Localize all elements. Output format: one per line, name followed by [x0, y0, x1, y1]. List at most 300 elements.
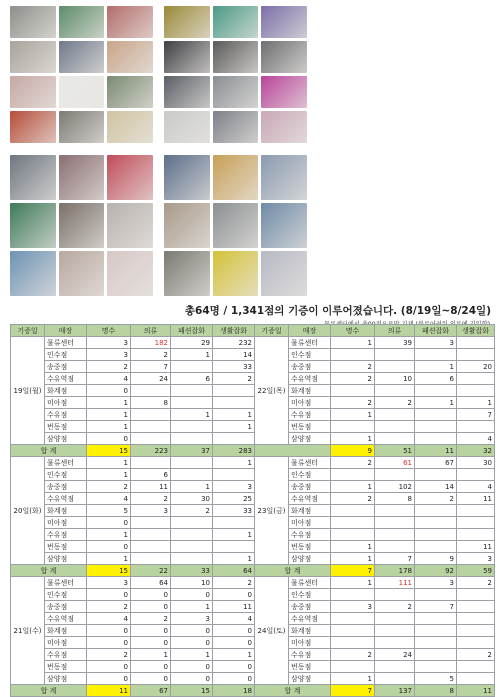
- value-cell: 2: [131, 493, 171, 505]
- value-cell: [457, 589, 495, 601]
- table-row: [11, 349, 495, 361]
- total-value-cell: 11: [457, 685, 495, 697]
- table-row: [11, 481, 495, 493]
- value-cell: 232: [213, 337, 255, 349]
- store-cell: 미아점: [45, 517, 87, 529]
- table-row: [11, 469, 495, 481]
- value-cell: [213, 469, 255, 481]
- header-cell: 의류: [131, 325, 171, 337]
- store-cell: 수유역점: [289, 373, 331, 385]
- store-cell: 수유점: [289, 409, 331, 421]
- value-cell: [375, 433, 415, 445]
- value-cell: 2: [331, 397, 375, 409]
- store-cell: 화계점: [45, 505, 87, 517]
- total-value-cell: 32: [457, 445, 495, 457]
- value-cell: [213, 541, 255, 553]
- value-cell: [331, 517, 375, 529]
- value-cell: 0: [87, 517, 131, 529]
- value-cell: 1: [213, 529, 255, 541]
- table-row: [11, 517, 495, 529]
- value-cell: [415, 661, 457, 673]
- total-value-cell: 92: [415, 565, 457, 577]
- table-row: [11, 553, 495, 565]
- total-value-cell: 15: [171, 685, 213, 697]
- value-cell: 0: [171, 673, 213, 685]
- photo-group-top-right: [164, 6, 307, 143]
- value-cell: 2: [131, 349, 171, 361]
- value-cell: [375, 589, 415, 601]
- donated-item-photo: [261, 203, 307, 248]
- value-cell: 1: [213, 649, 255, 661]
- value-cell: 7: [457, 409, 495, 421]
- value-cell: [375, 409, 415, 421]
- header-cell: 기증일: [255, 325, 289, 337]
- table-row: [11, 457, 495, 469]
- value-cell: 1: [331, 541, 375, 553]
- value-cell: 14: [415, 481, 457, 493]
- value-cell: 0: [131, 673, 171, 685]
- value-cell: 0: [171, 637, 213, 649]
- donated-item-photo: [213, 203, 259, 248]
- donation-table: [10, 324, 495, 697]
- value-cell: [375, 625, 415, 637]
- value-cell: 4: [457, 481, 495, 493]
- value-cell: 0: [87, 385, 131, 397]
- value-cell: [415, 469, 457, 481]
- value-cell: 4: [87, 373, 131, 385]
- value-cell: 0: [87, 625, 131, 637]
- total-value-cell: 33: [171, 565, 213, 577]
- donated-item-photo: [261, 251, 307, 296]
- value-cell: 2: [213, 577, 255, 589]
- value-cell: 33: [213, 361, 255, 373]
- value-cell: 25: [213, 493, 255, 505]
- store-cell: 미아점: [289, 517, 331, 529]
- value-cell: [457, 673, 495, 685]
- value-cell: [457, 625, 495, 637]
- value-cell: 2: [415, 493, 457, 505]
- store-cell: 물류센터: [289, 337, 331, 349]
- value-cell: 29: [171, 337, 213, 349]
- value-cell: 1: [331, 577, 375, 589]
- value-cell: [131, 409, 171, 421]
- store-cell: 인수점: [45, 349, 87, 361]
- donated-item-photo: [107, 6, 153, 38]
- value-cell: [131, 421, 171, 433]
- value-cell: [131, 553, 171, 565]
- total-label: 합 계: [11, 565, 87, 577]
- store-cell: 화계점: [289, 505, 331, 517]
- value-cell: 0: [87, 637, 131, 649]
- store-cell: 송중점: [45, 361, 87, 373]
- value-cell: 1: [171, 649, 213, 661]
- value-cell: 11: [213, 601, 255, 613]
- value-cell: [331, 613, 375, 625]
- value-cell: 1: [331, 481, 375, 493]
- table-row: [11, 397, 495, 409]
- store-cell: 번동점: [45, 421, 87, 433]
- store-cell: 화계점: [45, 385, 87, 397]
- value-cell: [415, 433, 457, 445]
- value-cell: [213, 517, 255, 529]
- store-cell: 화계점: [289, 385, 331, 397]
- store-cell: 번동점: [289, 661, 331, 673]
- value-cell: 1: [131, 649, 171, 661]
- value-cell: [457, 385, 495, 397]
- donated-item-photo: [164, 6, 210, 38]
- store-cell: 수유점: [45, 409, 87, 421]
- store-cell: 번동점: [289, 421, 331, 433]
- table-row: [11, 661, 495, 673]
- value-cell: [375, 661, 415, 673]
- value-cell: 5: [415, 673, 457, 685]
- store-cell: 송중점: [289, 361, 331, 373]
- value-cell: [457, 373, 495, 385]
- value-cell: 64: [131, 577, 171, 589]
- value-cell: 10: [171, 577, 213, 589]
- total-value-cell: 137: [375, 685, 415, 697]
- value-cell: 2: [213, 373, 255, 385]
- table-body: [11, 337, 495, 697]
- total-value-cell: 178: [375, 565, 415, 577]
- value-cell: 1: [457, 397, 495, 409]
- value-cell: 2: [331, 373, 375, 385]
- value-cell: [415, 589, 457, 601]
- store-cell: 송중점: [289, 601, 331, 613]
- value-cell: [213, 433, 255, 445]
- value-cell: 7: [131, 361, 171, 373]
- donated-item-photo: [107, 155, 153, 200]
- value-cell: [171, 385, 213, 397]
- total-value-cell: 59: [457, 565, 495, 577]
- table-row: [11, 673, 495, 685]
- value-cell: [457, 517, 495, 529]
- value-cell: 4: [87, 493, 131, 505]
- value-cell: 7: [375, 553, 415, 565]
- total-value-cell: 51: [375, 445, 415, 457]
- total-count-cell: 15: [87, 445, 131, 457]
- value-cell: 1: [213, 409, 255, 421]
- store-cell: 수유점: [45, 649, 87, 661]
- total-label: 합 계: [255, 565, 331, 577]
- value-cell: 8: [131, 397, 171, 409]
- donated-item-photo: [213, 155, 259, 200]
- value-cell: [213, 385, 255, 397]
- store-cell: 미아점: [45, 397, 87, 409]
- total-row: [11, 685, 495, 697]
- value-cell: [457, 505, 495, 517]
- value-cell: [375, 517, 415, 529]
- store-cell: 물류센터: [45, 577, 87, 589]
- value-cell: 24: [375, 649, 415, 661]
- table-header-row: [11, 325, 495, 337]
- value-cell: [375, 529, 415, 541]
- donated-item-photo: [10, 111, 56, 143]
- value-cell: [415, 649, 457, 661]
- value-cell: 2: [375, 601, 415, 613]
- value-cell: 61: [375, 457, 415, 469]
- value-cell: [131, 385, 171, 397]
- value-cell: 2: [331, 649, 375, 661]
- value-cell: [331, 349, 375, 361]
- value-cell: [331, 637, 375, 649]
- total-row: [11, 445, 495, 457]
- total-value-cell: 67: [131, 685, 171, 697]
- total-value-cell: 37: [171, 445, 213, 457]
- value-cell: [331, 661, 375, 673]
- value-cell: [171, 433, 213, 445]
- value-cell: 0: [171, 625, 213, 637]
- donated-item-photo: [164, 111, 210, 143]
- value-cell: [415, 541, 457, 553]
- table-row: [11, 493, 495, 505]
- table-row: [11, 541, 495, 553]
- store-cell: 삼양점: [289, 673, 331, 685]
- value-cell: [331, 421, 375, 433]
- donated-item-photo: [59, 41, 105, 73]
- value-cell: [457, 613, 495, 625]
- value-cell: 2: [87, 481, 131, 493]
- donated-item-photo: [164, 251, 210, 296]
- value-cell: 3: [457, 553, 495, 565]
- store-cell: 미아점: [289, 397, 331, 409]
- value-cell: [375, 505, 415, 517]
- donated-item-photo: [261, 41, 307, 73]
- donated-item-photo: [261, 6, 307, 38]
- value-cell: 111: [375, 577, 415, 589]
- value-cell: [457, 529, 495, 541]
- store-cell: 삼양점: [45, 433, 87, 445]
- value-cell: 1: [171, 349, 213, 361]
- donated-item-photo: [59, 6, 105, 38]
- total-value-cell: 64: [213, 565, 255, 577]
- value-cell: [131, 529, 171, 541]
- value-cell: 1: [87, 397, 131, 409]
- value-cell: 2: [171, 505, 213, 517]
- table-row: [11, 337, 495, 349]
- value-cell: 2: [131, 613, 171, 625]
- donated-item-photo: [10, 155, 56, 200]
- value-cell: [375, 541, 415, 553]
- value-cell: [415, 637, 457, 649]
- value-cell: 39: [375, 337, 415, 349]
- donated-item-photo: [261, 111, 307, 143]
- donated-item-photo: [107, 76, 153, 108]
- table-row: [11, 409, 495, 421]
- photo-group-top-left: [10, 6, 153, 143]
- value-cell: 1: [331, 673, 375, 685]
- value-cell: [415, 613, 457, 625]
- store-cell: 송중점: [289, 481, 331, 493]
- donated-item-photo: [59, 76, 105, 108]
- header-cell: 생활잡화: [457, 325, 495, 337]
- right-date-cell: 23일(금): [255, 457, 289, 565]
- value-cell: 1: [331, 433, 375, 445]
- value-cell: [171, 553, 213, 565]
- header-cell: 생활잡화: [213, 325, 255, 337]
- donated-item-photo: [107, 203, 153, 248]
- value-cell: 0: [131, 625, 171, 637]
- donated-item-photo: [213, 251, 259, 296]
- value-cell: 0: [213, 637, 255, 649]
- value-cell: [171, 529, 213, 541]
- store-cell: 물류센터: [289, 457, 331, 469]
- donated-item-photo: [10, 41, 56, 73]
- store-cell: 수유점: [289, 529, 331, 541]
- value-cell: 2: [331, 493, 375, 505]
- store-cell: 인수점: [45, 589, 87, 601]
- value-cell: [331, 469, 375, 481]
- donated-item-photo: [164, 41, 210, 73]
- value-cell: 1: [87, 469, 131, 481]
- value-cell: 0: [131, 601, 171, 613]
- value-cell: 3: [415, 577, 457, 589]
- photo-group-bottom-right: [164, 155, 307, 296]
- value-cell: 30: [171, 493, 213, 505]
- value-cell: [131, 517, 171, 529]
- header-cell: 명수: [87, 325, 131, 337]
- donated-item-photo: [261, 155, 307, 200]
- value-cell: 1: [171, 409, 213, 421]
- summary-headline: 총64명 / 1,341점의 기증이 이루어졌습니다. (8/19일~8/24일): [184, 305, 491, 317]
- value-cell: [331, 529, 375, 541]
- value-cell: 2: [457, 577, 495, 589]
- value-cell: 1: [213, 553, 255, 565]
- table-row: [11, 529, 495, 541]
- value-cell: [415, 421, 457, 433]
- value-cell: [331, 505, 375, 517]
- value-cell: 1: [415, 397, 457, 409]
- value-cell: [331, 385, 375, 397]
- value-cell: 6: [415, 373, 457, 385]
- total-value-cell: 283: [213, 445, 255, 457]
- store-cell: 수유역점: [289, 493, 331, 505]
- header-cell: 매장: [289, 325, 331, 337]
- header-cell: 매장: [45, 325, 87, 337]
- value-cell: 6: [131, 469, 171, 481]
- value-cell: [415, 529, 457, 541]
- value-cell: 1: [87, 553, 131, 565]
- total-count-cell: 9: [331, 445, 375, 457]
- total-value-cell: 11: [415, 445, 457, 457]
- table-row: [11, 589, 495, 601]
- donated-item-photo: [59, 203, 105, 248]
- value-cell: 102: [375, 481, 415, 493]
- value-cell: [375, 613, 415, 625]
- value-cell: 11: [131, 481, 171, 493]
- header-cell: 의류: [375, 325, 415, 337]
- store-cell: 수유역점: [45, 613, 87, 625]
- store-cell: 인수점: [289, 469, 331, 481]
- value-cell: [375, 673, 415, 685]
- value-cell: 4: [87, 613, 131, 625]
- value-cell: [415, 385, 457, 397]
- store-cell: 번동점: [45, 661, 87, 673]
- donated-item-photo: [10, 203, 56, 248]
- donated-item-photo: [107, 111, 153, 143]
- store-cell: 인수점: [289, 349, 331, 361]
- value-cell: 0: [213, 661, 255, 673]
- value-cell: 0: [213, 625, 255, 637]
- total-count-cell: 7: [331, 685, 375, 697]
- donated-item-photo: [59, 251, 105, 296]
- store-cell: 수유역점: [289, 613, 331, 625]
- store-cell: 수유역점: [45, 373, 87, 385]
- value-cell: 0: [131, 661, 171, 673]
- value-cell: [457, 469, 495, 481]
- value-cell: [131, 457, 171, 469]
- header-cell: 기증일: [11, 325, 45, 337]
- donated-item-photo: [213, 41, 259, 73]
- store-cell: 삼양점: [289, 433, 331, 445]
- table-row: [11, 577, 495, 589]
- left-date-cell: 21일(수): [11, 577, 45, 685]
- value-cell: 67: [415, 457, 457, 469]
- value-cell: 3: [87, 577, 131, 589]
- value-cell: 0: [171, 589, 213, 601]
- value-cell: 24: [131, 373, 171, 385]
- total-label: 합 계: [11, 445, 87, 457]
- value-cell: 9: [415, 553, 457, 565]
- donated-item-photo: [10, 76, 56, 108]
- header-cell: 명수: [331, 325, 375, 337]
- donated-item-photo: [213, 111, 259, 143]
- table-row: [11, 649, 495, 661]
- value-cell: 1: [171, 601, 213, 613]
- value-cell: 1: [87, 457, 131, 469]
- value-cell: [457, 337, 495, 349]
- donated-item-photo: [261, 76, 307, 108]
- value-cell: 4: [457, 433, 495, 445]
- value-cell: 2: [331, 457, 375, 469]
- store-cell: 화계점: [45, 625, 87, 637]
- value-cell: 11: [457, 493, 495, 505]
- table-row: [11, 373, 495, 385]
- photo-group-bottom-left: [10, 155, 153, 296]
- store-cell: 화계점: [289, 625, 331, 637]
- value-cell: [375, 421, 415, 433]
- value-cell: 1: [213, 421, 255, 433]
- value-cell: 30: [457, 457, 495, 469]
- donated-item-photo: [10, 251, 56, 296]
- value-cell: 6: [171, 373, 213, 385]
- donated-item-photo: [59, 155, 105, 200]
- value-cell: 14: [213, 349, 255, 361]
- right-date-cell: 24일(토): [255, 577, 289, 685]
- value-cell: 0: [131, 589, 171, 601]
- total-value-cell: 223: [131, 445, 171, 457]
- total-value-cell: 8: [415, 685, 457, 697]
- value-cell: 33: [213, 505, 255, 517]
- value-cell: 2: [87, 361, 131, 373]
- store-cell: 미아점: [45, 637, 87, 649]
- value-cell: 10: [375, 373, 415, 385]
- table-row: [11, 385, 495, 397]
- value-cell: [415, 349, 457, 361]
- value-cell: 1: [87, 421, 131, 433]
- left-date-cell: 20일(화): [11, 457, 45, 565]
- donated-item-photo: [10, 6, 56, 38]
- header-cell: 패션잡화: [415, 325, 457, 337]
- value-cell: [415, 505, 457, 517]
- store-cell: 수유역점: [45, 493, 87, 505]
- value-cell: [457, 601, 495, 613]
- value-cell: [375, 469, 415, 481]
- value-cell: [171, 361, 213, 373]
- donated-item-photo: [107, 41, 153, 73]
- store-cell: 인수점: [289, 589, 331, 601]
- value-cell: [131, 433, 171, 445]
